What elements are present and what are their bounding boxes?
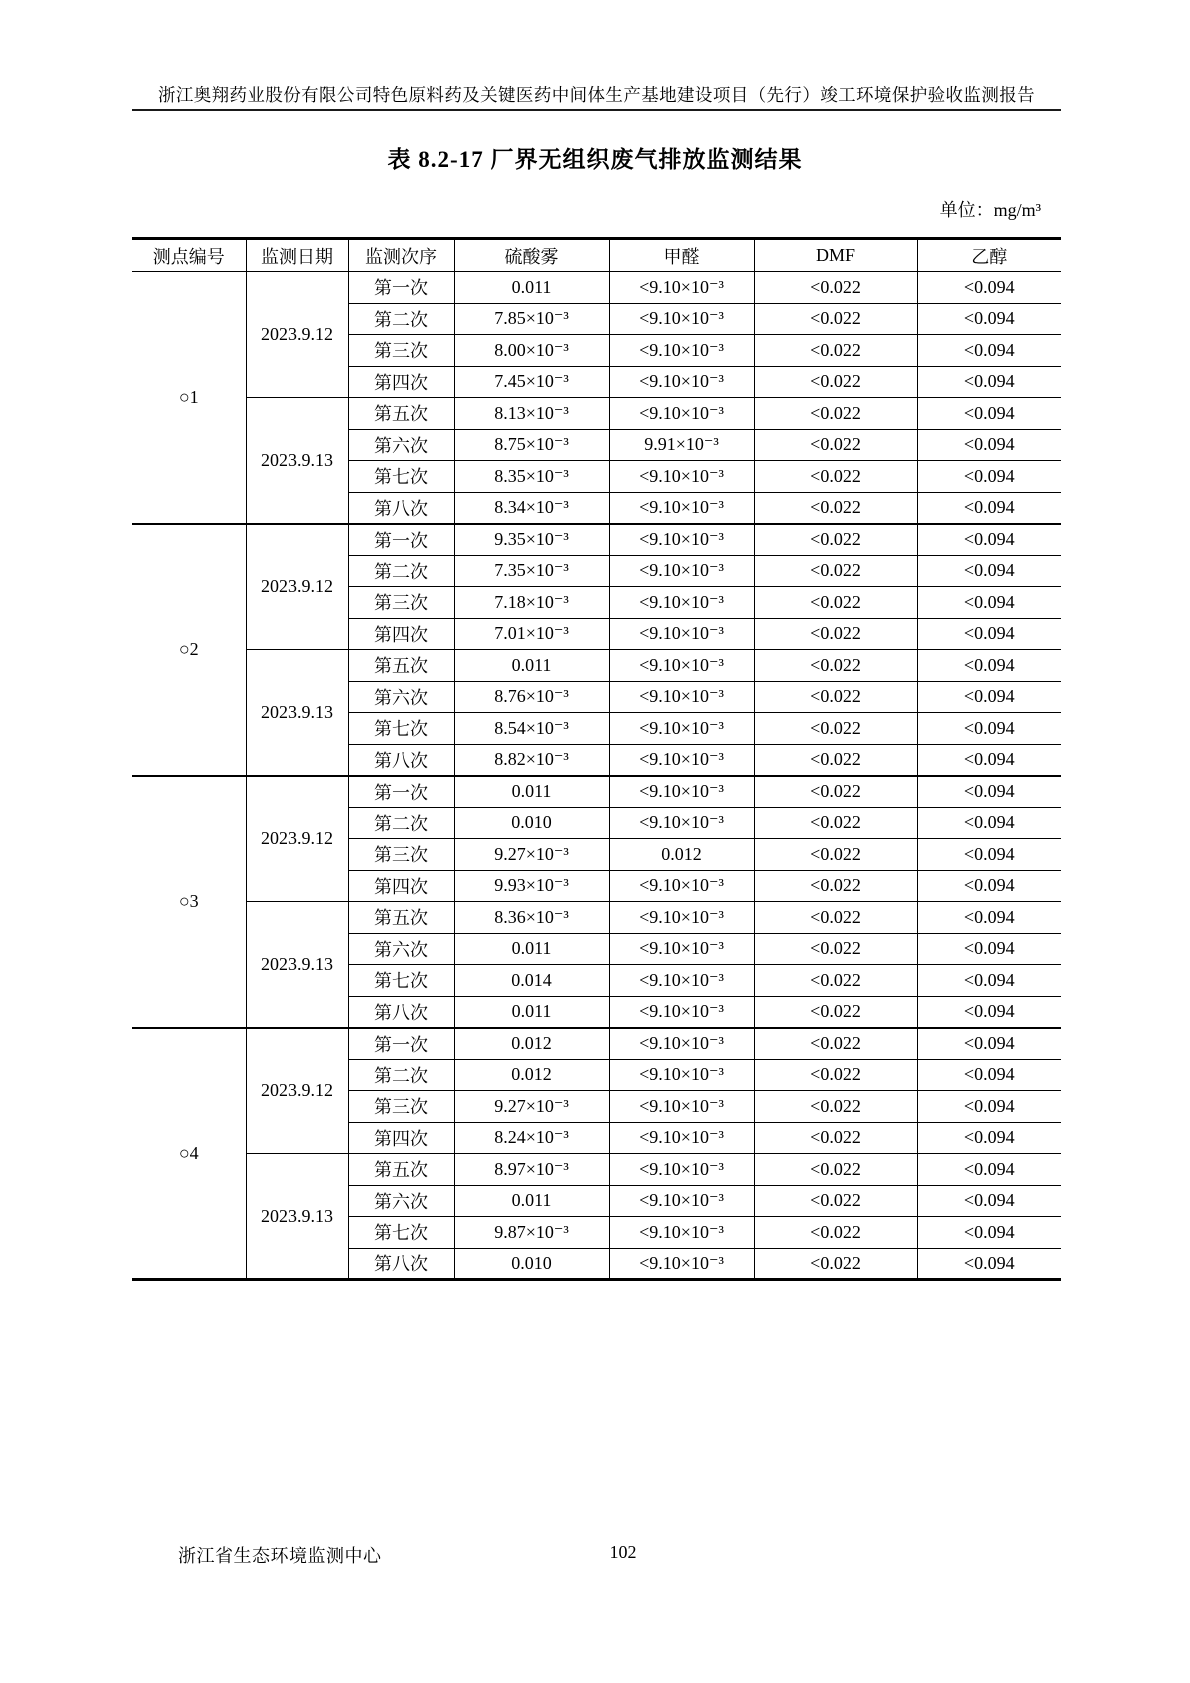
value-cell: <9.10×10⁻³ <box>609 933 754 965</box>
sequence-cell: 第一次 <box>348 1028 454 1060</box>
value-cell: <9.10×10⁻³ <box>609 1028 754 1060</box>
value-cell: <0.094 <box>917 303 1061 335</box>
value-cell: 7.45×10⁻³ <box>454 366 609 398</box>
value-cell: <9.10×10⁻³ <box>609 366 754 398</box>
value-cell: <9.10×10⁻³ <box>609 272 754 304</box>
value-cell: <0.022 <box>754 965 917 997</box>
sequence-cell: 第八次 <box>348 996 454 1028</box>
table-row <box>132 1028 1061 1060</box>
value-cell: <9.10×10⁻³ <box>609 303 754 335</box>
value-cell: <0.022 <box>754 744 917 776</box>
date-cell: 2023.9.13 <box>246 902 348 1028</box>
point-group <box>132 776 1061 1028</box>
value-cell: 0.012 <box>454 1028 609 1060</box>
value-cell: <0.022 <box>754 303 917 335</box>
value-cell: <0.094 <box>917 744 1061 776</box>
value-cell: 0.011 <box>454 1185 609 1217</box>
value-cell: 7.85×10⁻³ <box>454 303 609 335</box>
value-cell: <0.022 <box>754 650 917 682</box>
value-cell: <9.10×10⁻³ <box>609 524 754 556</box>
sequence-cell: 第二次 <box>348 555 454 587</box>
value-cell: <0.022 <box>754 587 917 619</box>
sequence-cell: 第七次 <box>348 461 454 493</box>
sequence-cell: 第二次 <box>348 303 454 335</box>
value-cell: <9.10×10⁻³ <box>609 555 754 587</box>
value-cell: 8.36×10⁻³ <box>454 902 609 934</box>
value-cell: <0.094 <box>917 650 1061 682</box>
sequence-cell: 第六次 <box>348 1185 454 1217</box>
value-cell: <9.10×10⁻³ <box>609 713 754 745</box>
value-cell: <0.094 <box>917 1059 1061 1091</box>
table-row <box>132 398 1061 430</box>
value-cell: 7.01×10⁻³ <box>454 618 609 650</box>
value-cell: <0.094 <box>917 1154 1061 1186</box>
value-cell: <0.022 <box>754 933 917 965</box>
value-cell: 9.91×10⁻³ <box>609 429 754 461</box>
value-cell: <0.094 <box>917 461 1061 493</box>
value-cell: <0.094 <box>917 902 1061 934</box>
value-cell: 0.011 <box>454 996 609 1028</box>
value-cell: 0.010 <box>454 1248 609 1280</box>
value-cell: <0.094 <box>917 1217 1061 1249</box>
point-id-cell: ○2 <box>132 524 246 776</box>
col-header-point-id: 测点编号 <box>132 239 246 272</box>
sequence-cell: 第四次 <box>348 1122 454 1154</box>
date-cell: 2023.9.12 <box>246 272 348 398</box>
value-cell: <9.10×10⁻³ <box>609 744 754 776</box>
value-cell: 9.27×10⁻³ <box>454 839 609 871</box>
value-cell: <0.094 <box>917 272 1061 304</box>
col-header-sequence: 监测次序 <box>348 239 454 272</box>
value-cell: <0.094 <box>917 366 1061 398</box>
point-group <box>132 272 1061 524</box>
value-cell: <0.022 <box>754 492 917 524</box>
value-cell: <0.022 <box>754 335 917 367</box>
date-cell: 2023.9.13 <box>246 1154 348 1280</box>
value-cell: <0.094 <box>917 524 1061 556</box>
page-number: 102 <box>609 1542 637 1562</box>
sequence-cell: 第三次 <box>348 839 454 871</box>
sequence-cell: 第三次 <box>348 587 454 619</box>
col-header-date: 监测日期 <box>246 239 348 272</box>
value-cell: 9.35×10⁻³ <box>454 524 609 556</box>
value-cell: <9.10×10⁻³ <box>609 965 754 997</box>
point-group <box>132 1028 1061 1280</box>
footer-organization: 浙江省生态环境监测中心 <box>178 1546 382 1566</box>
sequence-cell: 第三次 <box>348 335 454 367</box>
value-cell: <0.022 <box>754 996 917 1028</box>
col-header-formaldehyde: 甲醛 <box>609 239 754 272</box>
date-cell: 2023.9.12 <box>246 1028 348 1154</box>
value-cell: <0.094 <box>917 965 1061 997</box>
unit-label: 单位：mg/m³ <box>939 200 1041 220</box>
value-cell: <0.022 <box>754 398 917 430</box>
value-cell: 0.012 <box>609 839 754 871</box>
value-cell: 8.13×10⁻³ <box>454 398 609 430</box>
value-cell: <0.094 <box>917 1028 1061 1060</box>
value-cell: <9.10×10⁻³ <box>609 1248 754 1280</box>
value-cell: <9.10×10⁻³ <box>609 587 754 619</box>
sequence-cell: 第六次 <box>348 681 454 713</box>
value-cell: <0.094 <box>917 335 1061 367</box>
sequence-cell: 第八次 <box>348 744 454 776</box>
table-row <box>132 650 1061 682</box>
sequence-cell: 第七次 <box>348 713 454 745</box>
col-header-ethanol: 乙醇 <box>917 239 1061 272</box>
value-cell: <9.10×10⁻³ <box>609 1122 754 1154</box>
value-cell: 0.010 <box>454 807 609 839</box>
value-cell: <9.10×10⁻³ <box>609 335 754 367</box>
table-row <box>132 1154 1061 1186</box>
date-cell: 2023.9.13 <box>246 398 348 524</box>
sequence-cell: 第三次 <box>348 1091 454 1123</box>
sequence-cell: 第一次 <box>348 524 454 556</box>
value-cell: 0.014 <box>454 965 609 997</box>
value-cell: <0.022 <box>754 366 917 398</box>
value-cell: <0.094 <box>917 681 1061 713</box>
value-cell: <0.022 <box>754 807 917 839</box>
table-row <box>132 902 1061 934</box>
value-cell: <0.094 <box>917 1091 1061 1123</box>
value-cell: <0.022 <box>754 461 917 493</box>
value-cell: 8.00×10⁻³ <box>454 335 609 367</box>
value-cell: <0.022 <box>754 618 917 650</box>
value-cell: <0.022 <box>754 1122 917 1154</box>
value-cell: <0.094 <box>917 398 1061 430</box>
value-cell: <9.10×10⁻³ <box>609 870 754 902</box>
value-cell: <0.094 <box>917 933 1061 965</box>
monitoring-table <box>132 237 1061 1281</box>
date-cell: 2023.9.12 <box>246 524 348 650</box>
value-cell: <0.022 <box>754 1154 917 1186</box>
sequence-cell: 第七次 <box>348 1217 454 1249</box>
value-cell: <0.094 <box>917 1248 1061 1280</box>
value-cell: <0.094 <box>917 776 1061 808</box>
sequence-cell: 第五次 <box>348 902 454 934</box>
date-cell: 2023.9.12 <box>246 776 348 902</box>
value-cell: <0.022 <box>754 681 917 713</box>
value-cell: <0.022 <box>754 776 917 808</box>
value-cell: <0.094 <box>917 618 1061 650</box>
value-cell: <9.10×10⁻³ <box>609 681 754 713</box>
sequence-cell: 第八次 <box>348 492 454 524</box>
table-title: 表 8.2-17 厂界无组织废气排放监测结果 <box>387 147 803 172</box>
header-rule <box>132 109 1061 111</box>
sequence-cell: 第七次 <box>348 965 454 997</box>
value-cell: <0.022 <box>754 1217 917 1249</box>
sequence-cell: 第一次 <box>348 776 454 808</box>
value-cell: <0.094 <box>917 1122 1061 1154</box>
value-cell: <0.022 <box>754 870 917 902</box>
sequence-cell: 第四次 <box>348 618 454 650</box>
value-cell: 8.76×10⁻³ <box>454 681 609 713</box>
value-cell: <0.022 <box>754 1091 917 1123</box>
value-cell: <0.094 <box>917 1185 1061 1217</box>
sequence-cell: 第八次 <box>348 1248 454 1280</box>
value-cell: 8.35×10⁻³ <box>454 461 609 493</box>
date-cell: 2023.9.13 <box>246 650 348 776</box>
value-cell: <0.094 <box>917 555 1061 587</box>
sequence-cell: 第五次 <box>348 398 454 430</box>
value-cell: 7.35×10⁻³ <box>454 555 609 587</box>
value-cell: <9.10×10⁻³ <box>609 807 754 839</box>
value-cell: <0.094 <box>917 870 1061 902</box>
value-cell: <0.094 <box>917 429 1061 461</box>
value-cell: <0.094 <box>917 996 1061 1028</box>
col-header-dmf: DMF <box>754 239 917 272</box>
value-cell: <9.10×10⁻³ <box>609 650 754 682</box>
value-cell: 9.27×10⁻³ <box>454 1091 609 1123</box>
value-cell: 8.82×10⁻³ <box>454 744 609 776</box>
value-cell: <0.022 <box>754 1185 917 1217</box>
value-cell: <9.10×10⁻³ <box>609 1059 754 1091</box>
point-group <box>132 524 1061 776</box>
value-cell: <9.10×10⁻³ <box>609 996 754 1028</box>
value-cell: 7.18×10⁻³ <box>454 587 609 619</box>
value-cell: <9.10×10⁻³ <box>609 1185 754 1217</box>
value-cell: <9.10×10⁻³ <box>609 776 754 808</box>
value-cell: 8.24×10⁻³ <box>454 1122 609 1154</box>
value-cell: <9.10×10⁻³ <box>609 461 754 493</box>
table-row <box>132 524 1061 556</box>
value-cell: 8.75×10⁻³ <box>454 429 609 461</box>
value-cell: 0.011 <box>454 776 609 808</box>
table-head <box>132 239 1061 272</box>
sequence-cell: 第四次 <box>348 870 454 902</box>
value-cell: 0.011 <box>454 933 609 965</box>
sequence-cell: 第四次 <box>348 366 454 398</box>
value-cell: <0.022 <box>754 1028 917 1060</box>
value-cell: <0.022 <box>754 902 917 934</box>
point-id-cell: ○3 <box>132 776 246 1028</box>
value-cell: 0.011 <box>454 272 609 304</box>
value-cell: 8.97×10⁻³ <box>454 1154 609 1186</box>
sequence-cell: 第二次 <box>348 1059 454 1091</box>
value-cell: 0.011 <box>454 650 609 682</box>
table-row <box>132 272 1061 304</box>
point-id-cell: ○4 <box>132 1028 246 1280</box>
value-cell: <0.022 <box>754 713 917 745</box>
value-cell: 0.012 <box>454 1059 609 1091</box>
value-cell: <0.022 <box>754 839 917 871</box>
sequence-cell: 第二次 <box>348 807 454 839</box>
sequence-cell: 第五次 <box>348 650 454 682</box>
table-header-row <box>132 239 1061 272</box>
value-cell: <0.022 <box>754 524 917 556</box>
sequence-cell: 第六次 <box>348 933 454 965</box>
sequence-cell: 第六次 <box>348 429 454 461</box>
value-cell: <0.094 <box>917 713 1061 745</box>
value-cell: <0.022 <box>754 1248 917 1280</box>
point-id-cell: ○1 <box>132 272 246 524</box>
value-cell: <9.10×10⁻³ <box>609 398 754 430</box>
page-header-title: 浙江奥翔药业股份有限公司特色原料药及关键医药中间体生产基地建设项目（先行）竣工环境保护验收监测报告 <box>157 85 1036 105</box>
value-cell: <0.094 <box>917 839 1061 871</box>
value-cell: <0.022 <box>754 272 917 304</box>
value-cell: <0.022 <box>754 429 917 461</box>
value-cell: 9.93×10⁻³ <box>454 870 609 902</box>
value-cell: 9.87×10⁻³ <box>454 1217 609 1249</box>
value-cell: <9.10×10⁻³ <box>609 1217 754 1249</box>
col-header-sulfuric-acid-mist: 硫酸雾 <box>454 239 609 272</box>
value-cell: <9.10×10⁻³ <box>609 492 754 524</box>
value-cell: 8.54×10⁻³ <box>454 713 609 745</box>
value-cell: <0.022 <box>754 555 917 587</box>
value-cell: <9.10×10⁻³ <box>609 902 754 934</box>
value-cell: <9.10×10⁻³ <box>609 1154 754 1186</box>
value-cell: <0.022 <box>754 1059 917 1091</box>
value-cell: 8.34×10⁻³ <box>454 492 609 524</box>
sequence-cell: 第一次 <box>348 272 454 304</box>
value-cell: <9.10×10⁻³ <box>609 618 754 650</box>
value-cell: <0.094 <box>917 807 1061 839</box>
value-cell: <9.10×10⁻³ <box>609 1091 754 1123</box>
sequence-cell: 第五次 <box>348 1154 454 1186</box>
value-cell: <0.094 <box>917 492 1061 524</box>
value-cell: <0.094 <box>917 587 1061 619</box>
table-row <box>132 776 1061 808</box>
